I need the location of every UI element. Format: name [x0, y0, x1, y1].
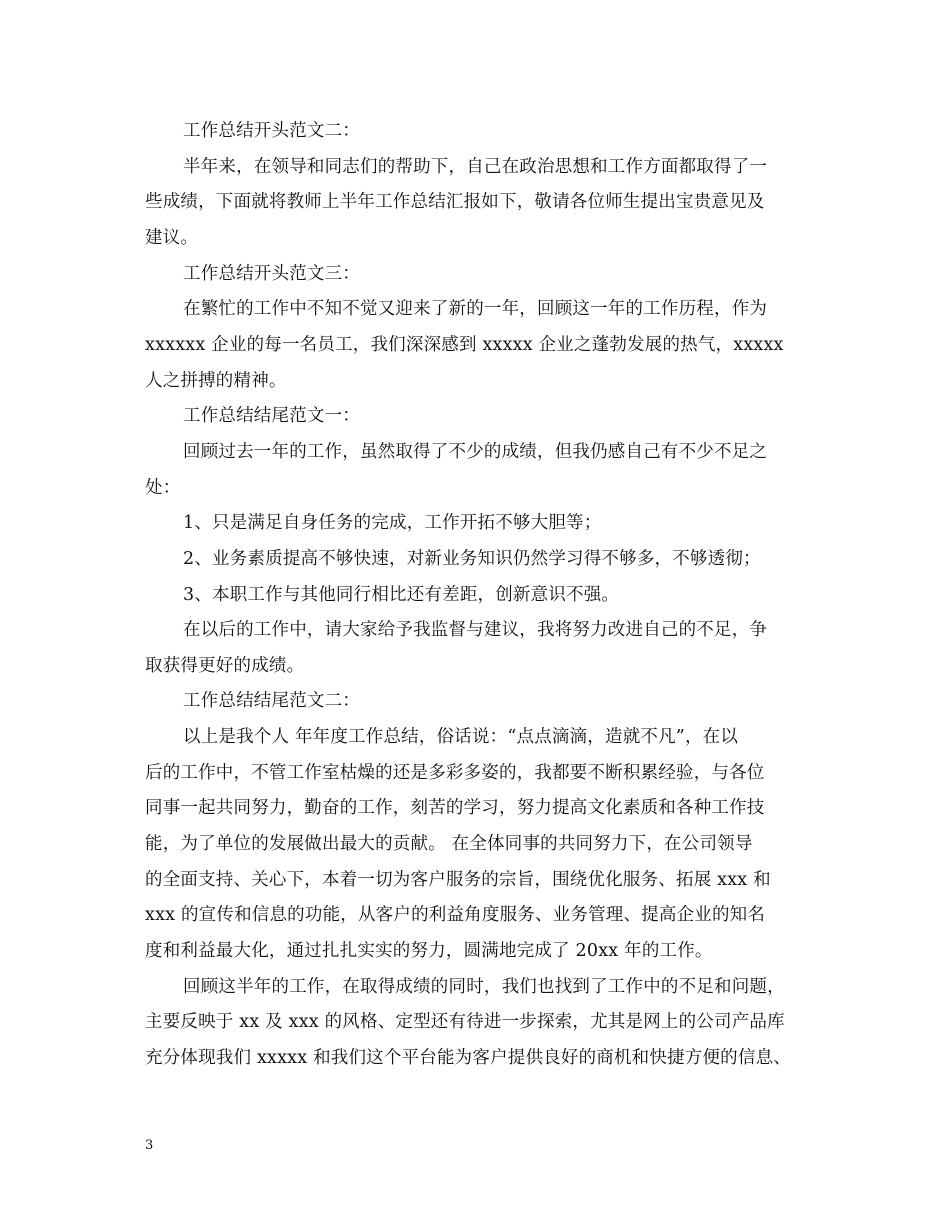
- paragraph-line: 后的工作中，不管工作室枯燥的还是多彩多姿的，我都要不断积累经验，与各位: [145, 763, 765, 783]
- list-item: 1、只是满足自身任务的完成，工作开拓不够大胆等；: [183, 513, 602, 533]
- paragraph-line: 人之拼搏的精神。: [145, 371, 287, 391]
- heading-closing-example-2: 工作总结结尾范文二：: [183, 691, 360, 711]
- paragraph-line: 充分体现我们 xxxxx 和我们这个平台能为客户提供良好的商机和快捷方便的信息、: [145, 1048, 791, 1068]
- page-number: 3: [145, 1138, 154, 1153]
- paragraph-line: 的全面支持、关心下，本着一切为客户服务的宗旨，围绕优化服务、拓展 xxx 和: [145, 870, 771, 890]
- list-item: 3、本职工作与其他同行相比还有差距，创新意识不强。: [183, 585, 620, 605]
- paragraph-line: 回顾这半年的工作，在取得成绩的同时，我们也找到了工作中的不足和问题，: [183, 977, 785, 997]
- paragraph-line: 在繁忙的工作中不知不觉又迎来了新的一年，回顾这一年的工作历程，作为: [183, 299, 768, 319]
- heading-closing-example-1: 工作总结结尾范文一：: [183, 406, 360, 426]
- heading-opening-example-3: 工作总结开头范文三：: [183, 264, 360, 284]
- paragraph-line: 主要反映于 xx 及 xxx 的风格、定型还有待进一步探索，尤其是网上的公司产品库: [145, 1012, 785, 1032]
- paragraph-line: 回顾过去一年的工作，虽然取得了不少的成绩，但我仍感自己有不少不足之: [183, 442, 768, 462]
- paragraph-line: 以上是我个人 年年度工作总结，俗话说：“点点滴滴，造就不凡”，在以: [183, 727, 739, 747]
- paragraph-line: 能，为了单位的发展做出最大的贡献。 在全体同事的共同努力下，在公司领导: [145, 834, 753, 854]
- paragraph-line: 在以后的工作中，请大家给予我监督与建议，我将努力改进自己的不足，争: [183, 620, 768, 640]
- list-item: 2、业务素质提高不够快速，对新业务知识仍然学习得不够多，不够透彻；: [183, 549, 761, 569]
- paragraph-line: 半年来，在领导和同志们的帮助下，自己在政治思想和工作方面都取得了一: [183, 157, 768, 177]
- heading-opening-example-2: 工作总结开头范文二：: [183, 121, 360, 141]
- paragraph-line: xxx 的宣传和信息的功能，从客户的利益角度服务、业务管理、提高企业的知名: [145, 905, 766, 925]
- paragraph-line: 处：: [145, 478, 181, 498]
- paragraph-line: 取获得更好的成绩。: [145, 656, 305, 676]
- paragraph-line: 建议。: [145, 228, 199, 248]
- paragraph-line: 些成绩，下面就将教师上半年工作总结汇报如下，敬请各位师生提出宝贵意见及: [145, 192, 765, 212]
- paragraph-line: 同事一起共同努力，勤奋的工作，刻苦的学习，努力提高文化素质和各种工作技: [145, 798, 765, 818]
- paragraph-line: xxxxxx 企业的每一名员工，我们深深感到 xxxxx 企业之蓬勃发展的热气，xxxxx: [145, 335, 784, 355]
- paragraph-line: 度和利益最大化，通过扎扎实实的努力，圆满地完成了 20xx 年的工作。: [145, 941, 713, 961]
